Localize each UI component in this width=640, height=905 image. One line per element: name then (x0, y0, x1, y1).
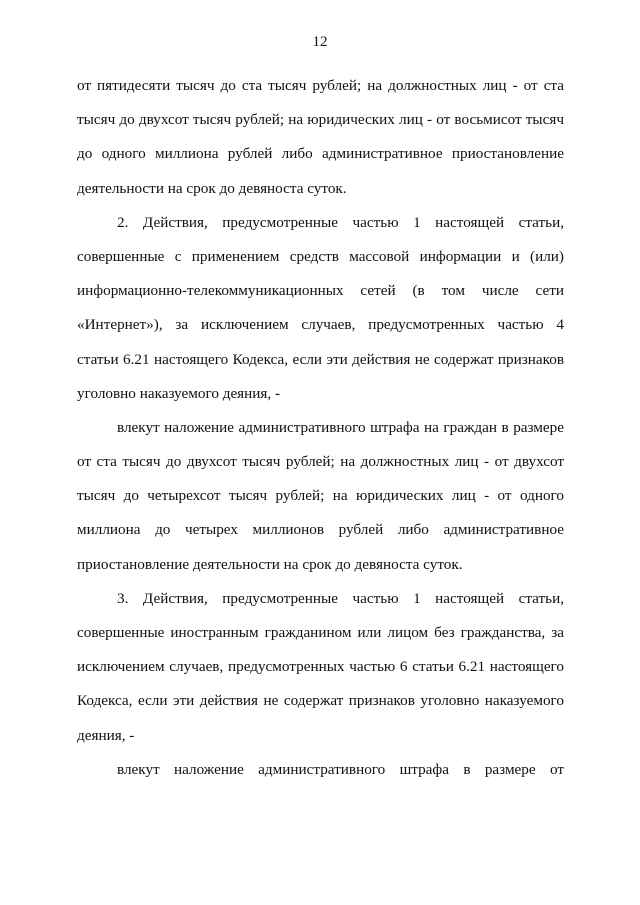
text-line: 3. Действия, предусмотренные частью 1 настоящей статьи, (117, 589, 564, 607)
text-line: «Интернет»), за исключением случаев, предусмотренных частью 4 (77, 316, 564, 334)
text-line: статьи 6.21 настоящего Кодекса, если эти действия не содержат признаков (77, 350, 564, 368)
text-line: информационно-телекоммуникационных сетей (в том числе сети (77, 282, 564, 300)
text-line: деяния, - (77, 726, 135, 744)
text-line: от ста тысяч до двухсот тысяч рублей; на должностных лиц - от двухсот (77, 453, 564, 471)
text-line: деятельности на срок до девяноста суток. (77, 179, 347, 197)
text-line: совершенные иностранным гражданином или лицом без гражданства, за (77, 624, 564, 641)
text-line: 2. Действия, предусмотренные частью 1 настоящей статьи, (117, 213, 564, 231)
text-line: Кодекса, если эти действия не содержат признаков уголовно наказуемого (77, 692, 564, 710)
text-line: уголовно наказуемого деяния, - (77, 384, 281, 402)
text-line: совершенные с применением средств массовой информации и (или) (77, 247, 564, 265)
text-line: приостановление деятельности на срок до девяноста суток. (77, 555, 463, 573)
text-line: влекут наложение административного штрафа в размере от (117, 760, 564, 778)
text-line: исключением случаев, предусмотренных частью 6 статьи 6.21 настоящего (77, 658, 564, 676)
page-number: 12 (312, 34, 328, 50)
text-line: от пятидесяти тысяч до ста тысяч рублей; на должностных лиц - от ста (77, 77, 564, 94)
text-line: тысяч до четырехсот тысяч рублей; на юридических лиц - от одного (77, 487, 564, 505)
text-line: тысяч до двухсот тысяч рублей; на юридических лиц - от восьмисот тысяч (77, 111, 564, 129)
text-line: влекут наложение административного штрафа на граждан в размере (117, 418, 564, 436)
document-body (77, 69, 564, 787)
text-line: миллиона до четырех миллионов рублей либо административное (77, 521, 564, 539)
text-line: до одного миллиона рублей либо административное приостановление (77, 145, 564, 163)
